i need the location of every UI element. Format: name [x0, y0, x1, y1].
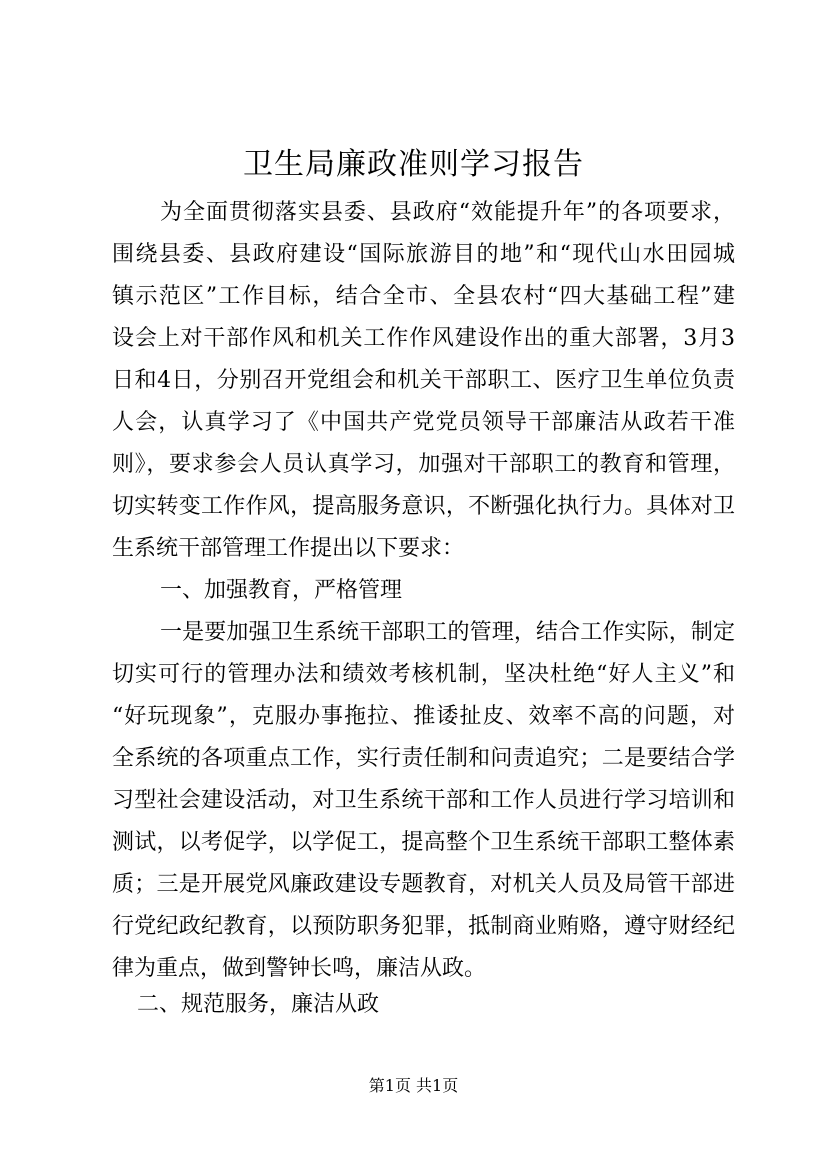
text-line: 设会上对干部作风和机关工作作风建设作出的重大部署，3月3	[112, 326, 735, 351]
section-heading: 一、加强教育，严格管理	[160, 578, 403, 603]
text-line: 律为重点，做到警钟长鸣，廉洁从政。	[112, 956, 487, 981]
document-title: 卫生局廉政准则学习报告	[243, 147, 584, 182]
text-line: 日和4日，分别召开党组会和机关干部职工、医疗卫生单位负责	[112, 368, 735, 393]
text-line: 一是要加强卫生系统干部职工的管理，结合工作实际，制定	[160, 620, 735, 645]
text-line: 人会，认真学习了《中国共产党党员领导干部廉洁从政若干准	[112, 410, 735, 435]
page-number-footer: 第1页 共1页	[368, 1076, 459, 1095]
text-line: 切实转变工作作风，提高服务意识，不断强化执行力。具体对卫	[112, 494, 735, 519]
text-line: 习型社会建设活动，对卫生系统干部和工作人员进行学习培训和	[112, 788, 735, 813]
text-line: 测试，以考促学，以学促工，提高整个卫生系统干部职工整体素	[112, 830, 735, 855]
section-heading: 二、规范服务，廉洁从政	[137, 992, 380, 1017]
text-line: 则》，要求参会人员认真学习，加强对干部职工的教育和管理，	[112, 452, 735, 477]
text-line: 行党纪政纪教育，以预防职务犯罪，抵制商业贿赂，遵守财经纪	[112, 914, 735, 939]
text-line: 全系统的各项重点工作，实行责任制和问责追究；二是要结合学	[112, 746, 735, 771]
text-line: 镇示范区”工作目标，结合全市、全县农村“四大基础工程”建	[112, 284, 735, 309]
text-line: “好玩现象”，克服办事拖拉、推诿扯皮、效率不高的问题，对	[112, 704, 735, 729]
text-line: 切实可行的管理办法和绩效考核机制，坚决杜绝“好人主义”和	[112, 662, 735, 687]
text-line: 生系统干部管理工作提出以下要求：	[112, 536, 465, 561]
text-line: 为全面贯彻落实县委、县政府“效能提升年”的各项要求，	[160, 200, 735, 225]
text-line: 质；三是开展党风廉政建设专题教育，对机关人员及局管干部进	[112, 872, 735, 897]
text-line: 围绕县委、县政府建设“国际旅游目的地”和“现代山水田园城	[112, 242, 735, 267]
